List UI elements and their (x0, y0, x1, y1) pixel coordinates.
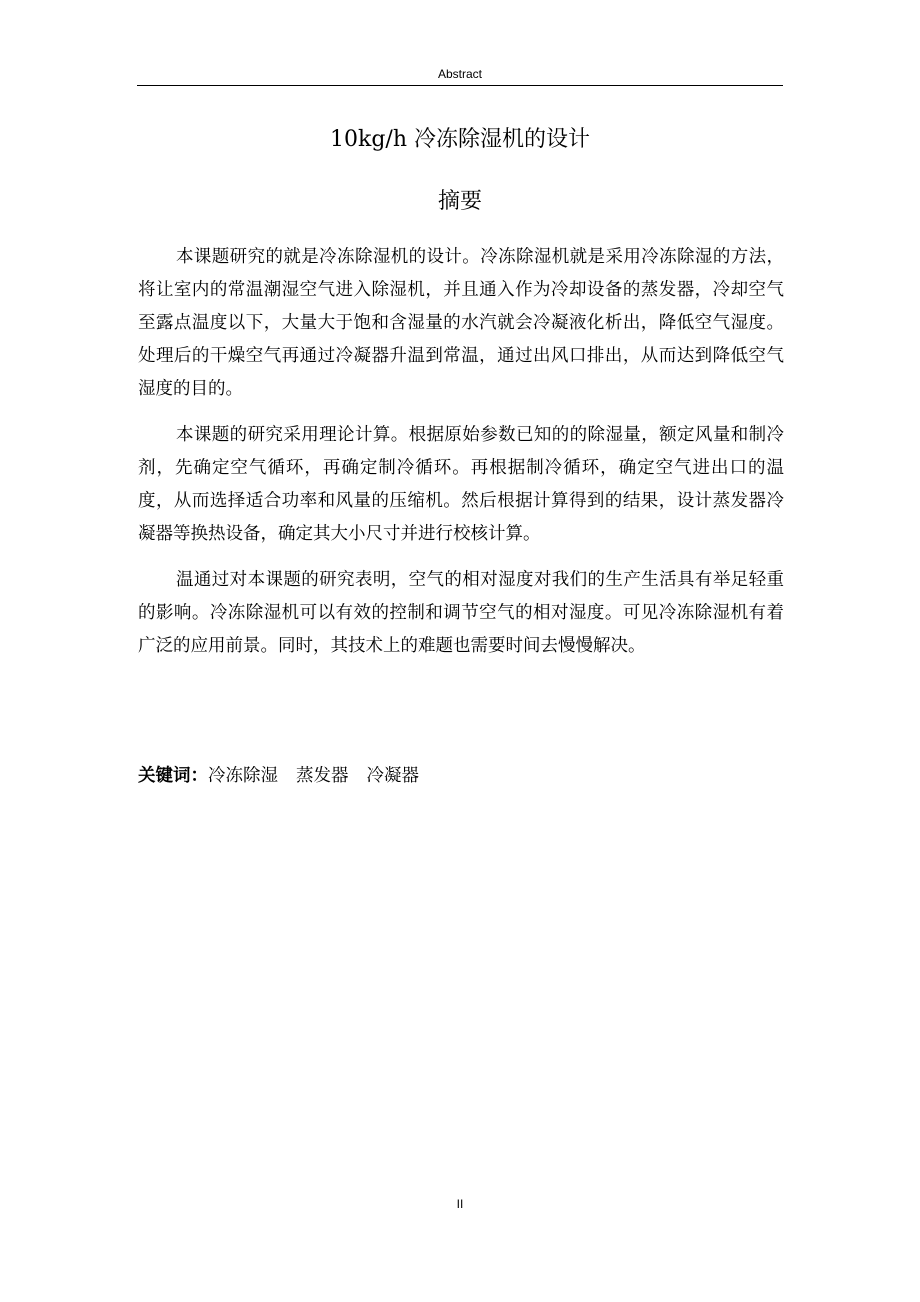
abstract-paragraph-3: 温通过对本课题的研究表明，空气的相对湿度对我们的生产生活具有举足轻重的影响。冷冻除湿机可以有效的控制和调节空气的相对湿度。可见冷冻除湿机有着广泛的应用前景。同时，其技术上的难题也需要时间去慢慢解决。 (138, 570, 784, 656)
abstract-body (138, 241, 784, 676)
document-title: 10kg/h 冷冻除湿机的设计 (330, 127, 590, 152)
abstract-heading: 摘要 (437, 189, 482, 214)
header-rule (137, 85, 783, 86)
abstract-paragraph-2: 本课题的研究采用理论计算。根据原始参数已知的的除湿量，额定风量和制冷剂，先确定空气循环，再确定制冷循环。再根据制冷循环，确定空气进出口的温度，从而选择适合功率和风量的压缩机。然后根据计算得到的结果，设计蒸发器冷凝器等换热设备，确定其大小尺寸并进行校核计算。 (138, 425, 784, 544)
keyword-item: 冷凝器 (366, 766, 419, 786)
page-number: II (456, 1197, 464, 1211)
keyword-item: 蒸发器 (296, 766, 349, 786)
abstract-paragraph-1: 本课题研究的就是冷冻除湿机的设计。冷冻除湿机就是采用冷冻除湿的方法，将让室内的常温潮湿空气进入除湿机，并且通入作为冷却设备的蒸发器，冷却空气至露点温度以下，大量大于饱和含湿量的水汽就会冷凝液化析出，降低空气湿度。处理后的干燥空气再通过冷凝器升温到常温，通过出风口排出，从而达到降低空气湿度的目的。 (138, 247, 784, 399)
keyword-item: 冷冻除湿 (208, 766, 278, 786)
keywords-line (138, 760, 437, 793)
running-header: Abstract (437, 67, 482, 81)
keywords-label: 关键词： (138, 766, 208, 786)
